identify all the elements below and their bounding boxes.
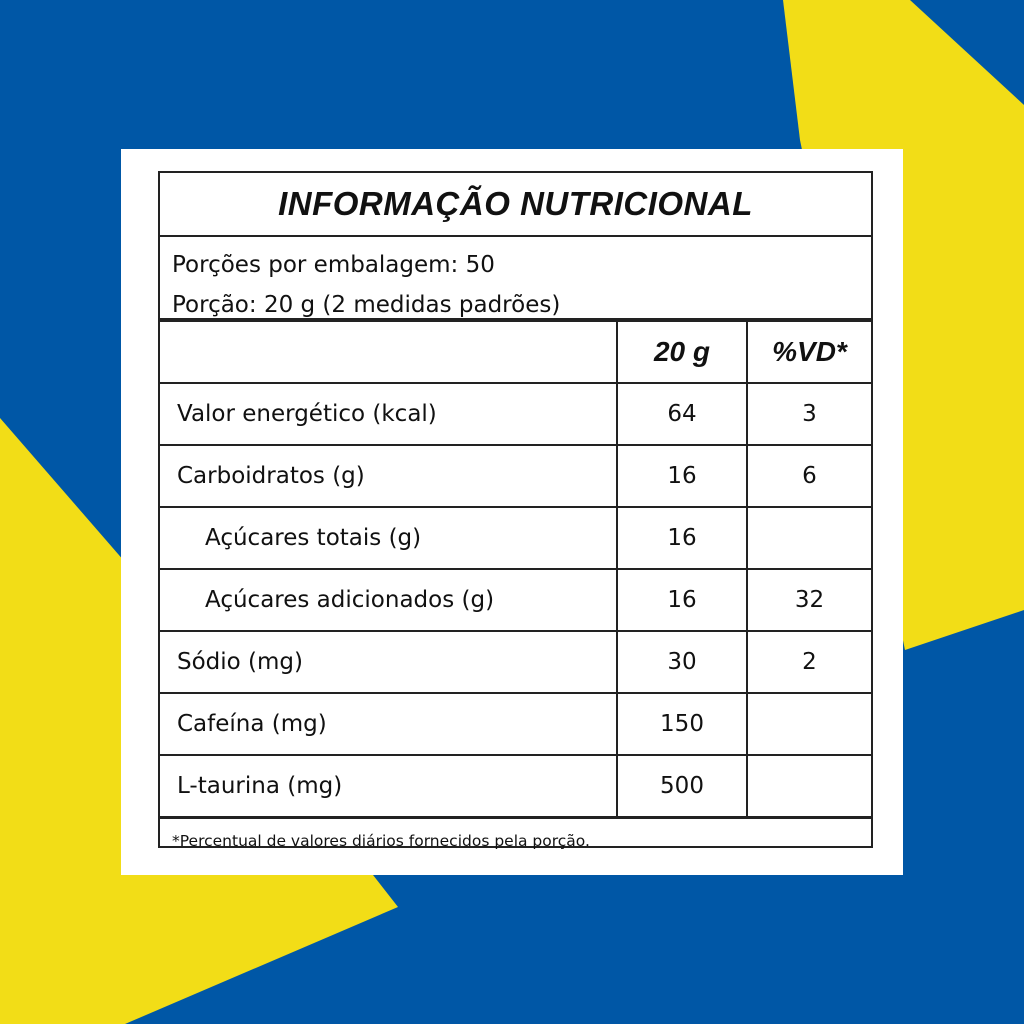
nutrient-name: Açúcares adicionados (g) (205, 587, 495, 613)
nutrient-vd: 2 (746, 632, 871, 692)
table-row (160, 384, 871, 446)
nutrient-vd: 32 (746, 570, 871, 630)
footnote: *Percentual de valores diários fornecidos pela porção. (172, 832, 590, 850)
table-row (160, 694, 871, 756)
nutrient-vd (746, 508, 871, 568)
nutrient-amount: 30 (616, 632, 746, 692)
header-amount: 20 g (616, 322, 746, 382)
nutrition-table (158, 171, 873, 848)
table-title: INFORMAÇÃO NUTRICIONAL (160, 173, 871, 237)
table-row (160, 446, 871, 508)
header-row (160, 322, 871, 384)
nutrient-name: Carboidratos (g) (177, 463, 365, 489)
header-vd: %VD* (746, 322, 871, 382)
nutrient-vd: 3 (746, 384, 871, 444)
portion-size: Porção: 20 g (2 medidas padrões) (172, 292, 561, 318)
table-row (160, 632, 871, 694)
table-row (160, 570, 871, 632)
nutrient-amount: 500 (616, 756, 746, 816)
nutrient-name: L-taurina (mg) (177, 773, 343, 799)
nutrient-name: Sódio (mg) (177, 649, 303, 675)
nutrient-amount: 64 (616, 384, 746, 444)
nutrient-name: Valor energético (kcal) (177, 401, 437, 427)
nutrient-name: Cafeína (mg) (177, 711, 327, 737)
nutrition-card (121, 149, 903, 875)
portion-info (160, 237, 871, 322)
nutrient-amount: 150 (616, 694, 746, 754)
portions-per-package: Porções por embalagem: 50 (172, 252, 495, 278)
nutrient-amount: 16 (616, 570, 746, 630)
nutrient-vd (746, 694, 871, 754)
table-row (160, 508, 871, 570)
nutrient-name: Açúcares totais (g) (205, 525, 422, 551)
header-nutrient (160, 322, 616, 382)
nutrient-vd (746, 756, 871, 816)
nutrient-vd: 6 (746, 446, 871, 506)
nutrient-amount: 16 (616, 508, 746, 568)
table-row (160, 756, 871, 819)
nutrient-amount: 16 (616, 446, 746, 506)
